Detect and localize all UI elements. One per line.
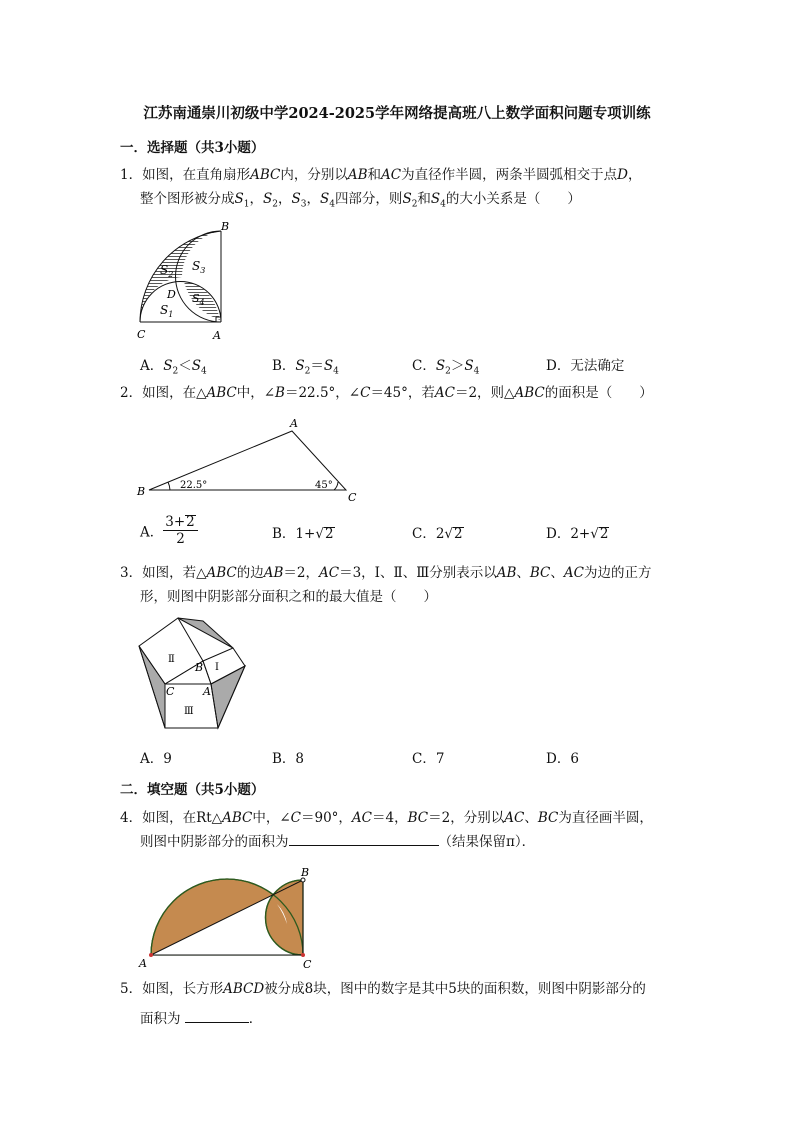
label-C: C [303,958,312,971]
label-B: B [221,222,230,233]
figure-q3-squares [135,616,250,738]
q1-option-b[interactable]: B．$S_2=S_4$ [272,358,339,377]
answer-blank-q4[interactable] [289,831,439,846]
q1-option-a[interactable]: A．$S_2<S_4$ [140,358,207,377]
label-angle-b: 22.5° [180,480,208,491]
label-D: D [167,288,176,301]
figure-q4-semicircles [135,864,320,972]
q1-option-c[interactable]: C．$S_2>S_4$ [412,358,480,377]
label-C: C [348,491,357,504]
label-A: A [203,685,211,698]
question-2-text: 2．如图，在△ABC中，∠B＝22.5°，∠C＝45°，若AC＝2，则△ABC的面积是（ ） [120,385,653,401]
label-III: Ⅲ [184,706,194,717]
q2-option-b[interactable]: B．1+√2 [272,526,334,542]
q2-option-a[interactable]: A． $\frac{3+2}{2}$ [140,514,198,547]
label-A: A [213,329,221,342]
figure-q2-triangle [135,414,365,504]
label-B: B [195,661,204,674]
question-1-text: 1．如图，在直角扇形ABC内，分别以AB和AC为直径作半圆，两条半圆弧相交于点D， 整个图形被分成$S_1$，$S_2$，$S_3$，$S_4$四部分，则$S_2$和$S_4$的大小关系是（ ） [120,167,642,210]
label-II: Ⅱ [168,654,175,665]
q2-option-d[interactable]: D．2+√2 [546,526,609,542]
label-I: Ⅰ [215,662,219,673]
label-B: B [137,485,146,498]
document-title: 江苏南通崇川初级中学2024-2025学年网络提高班八上数学面积问题专项训练 [143,105,651,122]
question-5-text: 5．如图，长方形ABCD被分成8块，图中的数字是其中5块的面积数，则图中阴影部分的 面积为 ． [120,981,646,1027]
q3-option-d[interactable]: D．6 [546,751,579,767]
question-3-text: 3．如图，若△ABC的边AB＝2，AC＝3，Ⅰ、Ⅱ、Ⅲ分别表示以AB、BC、AC为边的正方 形，则图中阴影部分面积之和的最大值是（ ） [120,565,652,605]
section-heading-fill: 二．填空题（共5小题） [120,782,265,798]
q2-option-c[interactable]: C．2√2 [412,526,463,542]
label-angle-c: 45° [315,480,333,491]
q3-option-c[interactable]: C．7 [412,751,445,767]
section-heading-choice: 一．选择题（共3小题） [120,140,265,156]
figure-q1-sector [132,222,242,347]
label-A: A [290,417,298,430]
question-4-text: 4．如图，在Rt△ABC中，∠C＝90°，AC＝4，BC＝2，分别以AC、BC为直径画半圆， 则图中阴影部分的面积为 （结果保留π）． [120,810,653,850]
label-C: C [137,328,146,341]
label-C: C [166,685,175,698]
label-B: B [301,866,310,879]
label-S3: $S_3$ [192,259,206,275]
label-S2: $S_2$ [160,263,174,279]
label-A: A [139,957,147,970]
q3-option-a[interactable]: A．9 [140,751,172,767]
q1-option-d[interactable]: D．无法确定 [546,358,625,374]
label-S4: $S_4$ [192,292,205,307]
q3-option-b[interactable]: B．8 [272,751,305,767]
answer-blank-q5[interactable] [185,1008,249,1023]
label-S1: $S_1$ [160,303,174,319]
